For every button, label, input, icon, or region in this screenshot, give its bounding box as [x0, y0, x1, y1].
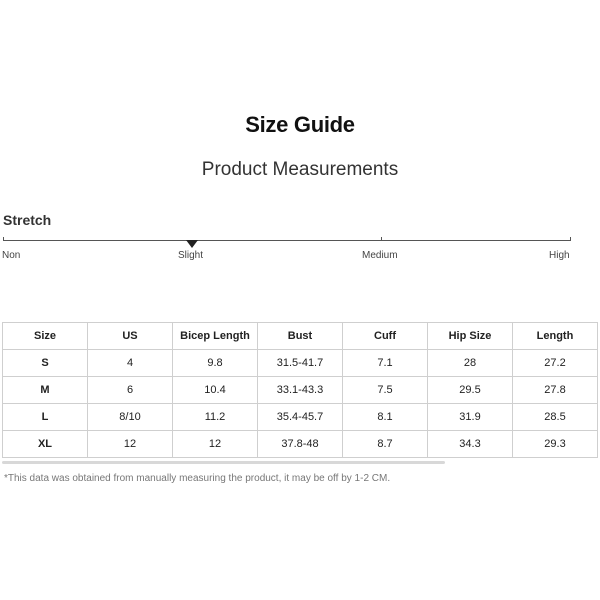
- table-cell: 27.2: [513, 350, 598, 377]
- table-cell: 7.5: [343, 377, 428, 404]
- table-cell: M: [3, 377, 88, 404]
- table-cell: 10.4: [173, 377, 258, 404]
- column-header-bicep-length: Bicep Length: [173, 323, 258, 350]
- column-header-hip-size: Hip Size: [428, 323, 513, 350]
- table-cell: 8/10: [88, 404, 173, 431]
- page-subtitle: Product Measurements: [201, 159, 399, 180]
- table-cell: 12: [88, 431, 173, 458]
- table-cell: 29.5: [428, 377, 513, 404]
- table-header-row: [3, 323, 598, 350]
- stretch-scale-line: [3, 240, 571, 241]
- table-row: [3, 350, 598, 377]
- table-cell: 6: [88, 377, 173, 404]
- column-header-bust: Bust: [258, 323, 343, 350]
- table-row: [3, 404, 598, 431]
- table-cell: 12: [173, 431, 258, 458]
- page-title: Size Guide: [245, 112, 355, 137]
- table-cell: 28: [428, 350, 513, 377]
- stretch-label-non: Non: [2, 250, 21, 261]
- table-cell: 4: [88, 350, 173, 377]
- table-cell: S: [3, 350, 88, 377]
- stretch-label-medium: Medium: [362, 250, 398, 261]
- table-cell: 9.8: [173, 350, 258, 377]
- table-cell: XL: [3, 431, 88, 458]
- stretch-label-high: High: [549, 250, 570, 261]
- stretch-indicator-icon: [186, 240, 198, 248]
- table-cell: 7.1: [343, 350, 428, 377]
- size-table: [2, 322, 598, 458]
- table-cell: 27.8: [513, 377, 598, 404]
- table-cell: L: [3, 404, 88, 431]
- stretch-heading: Stretch: [3, 212, 52, 228]
- table-cell: 33.1-43.3: [258, 377, 343, 404]
- stretch-label-slight: Slight: [178, 250, 204, 261]
- table-cell: 29.3: [513, 431, 598, 458]
- table-row: [3, 377, 598, 404]
- table-horizontal-scrollbar[interactable]: [2, 461, 445, 464]
- table-cell: 31.5-41.7: [258, 350, 343, 377]
- measurement-footnote: *This data was obtained from manually measuring the product, it may be off by 1-2 CM.: [4, 473, 391, 484]
- table-cell: 34.3: [428, 431, 513, 458]
- column-header-length: Length: [513, 323, 598, 350]
- table-cell: 31.9: [428, 404, 513, 431]
- stretch-tick-medium: [381, 237, 382, 241]
- table-cell: 35.4-45.7: [258, 404, 343, 431]
- table-cell: 11.2: [173, 404, 258, 431]
- stretch-tick-non: [3, 237, 4, 241]
- stretch-tick-high: [570, 237, 571, 241]
- table-cell: 8.7: [343, 431, 428, 458]
- table-cell: 8.1: [343, 404, 428, 431]
- column-header-cuff: Cuff: [343, 323, 428, 350]
- column-header-size: Size: [3, 323, 88, 350]
- table-cell: 37.8-48: [258, 431, 343, 458]
- table-row: [3, 431, 598, 458]
- table-cell: 28.5: [513, 404, 598, 431]
- column-header-us: US: [88, 323, 173, 350]
